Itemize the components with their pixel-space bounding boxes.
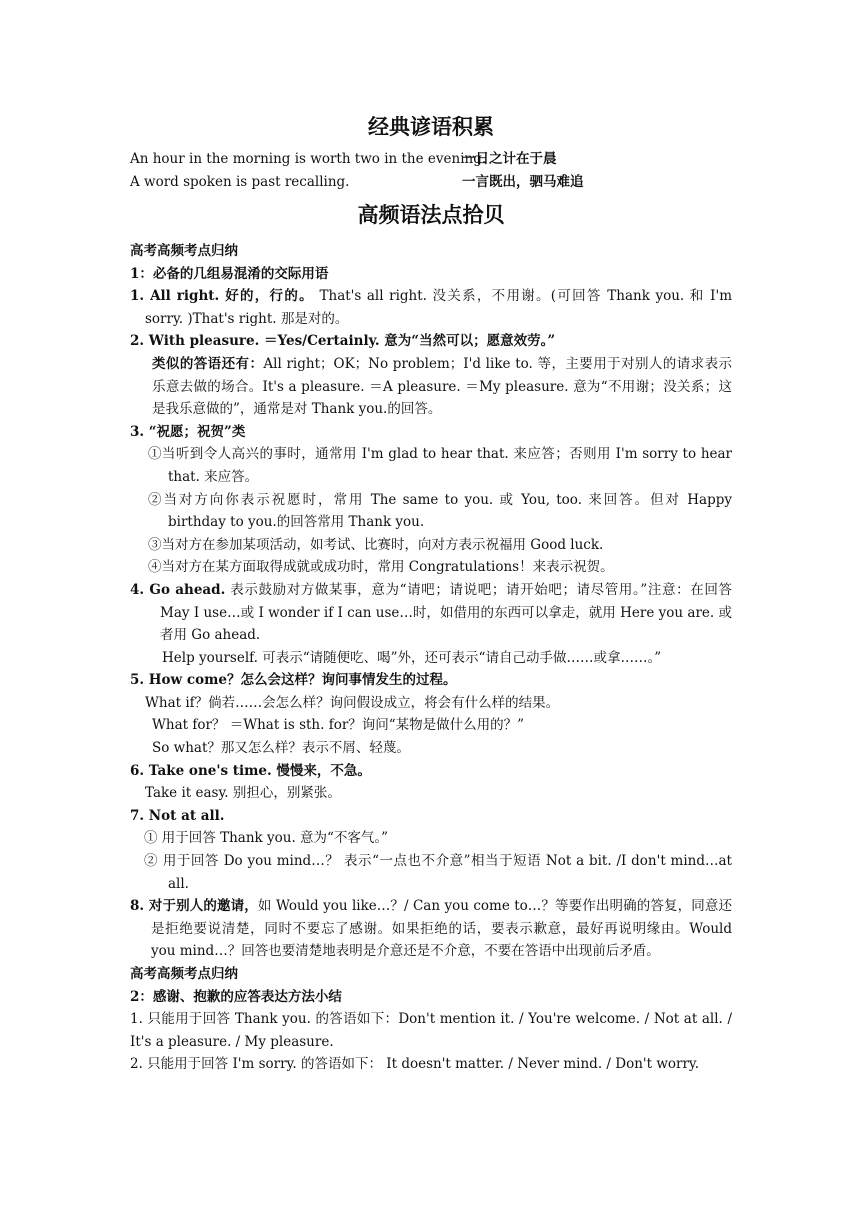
grammar-title: 高频语法点拾贝: [357, 202, 505, 227]
proverbs-title: 经典谚语积累: [368, 114, 494, 139]
item-5-line: So what？那又怎么样？表示不屑、轻蔑。: [152, 740, 410, 757]
item-7-head: 7. Not at all.: [130, 807, 225, 824]
item-4-head: 4. Go ahead.: [130, 581, 226, 598]
item-2-body: [130, 353, 732, 421]
item-5-line: What if？倘若……会怎么样？询问假设成立，将会有什么样的结果。: [145, 694, 560, 711]
item-7-point: ① 用于回答 Thank you. 意为“不客气。”: [144, 830, 389, 847]
item-2-subbody: All right；OK；No problem；I'd like to. 等，主要用于对别人的请求表示乐意去做的场合。It's a pleasure. ＝A pleasure. ＝My pleasure. 意为“不用谢；没关系；这是我乐意做的”，通常是对 Thank you.的回答。: [152, 355, 732, 418]
proverb-chinese: 一日之计在于晨: [462, 151, 557, 167]
proverb-chinese: 一言既出，驷马难追: [462, 174, 584, 190]
item-3-point: ②当对方向你表示祝愿时，常用 The same to you. 或 You, too. 来回答。但对 Happy birthday to you.的回答常用 Thank you.: [148, 491, 732, 531]
item-6-line: Take it easy. 别担心，别紧张。: [145, 785, 341, 802]
item-2-subhead: 类似的答语还有：: [152, 355, 264, 372]
item-7-point: ② 用于回答 Do you mind…？ 表示“一点也不介意”相当于短语 Not a bit. /I don't mind…at all.: [144, 853, 732, 892]
item-5-head: 5. How come？怎么会这样？询问事情发生的过程。: [130, 672, 457, 689]
document-page: [130, 112, 732, 1076]
item-1: [130, 285, 732, 330]
section-heading: 1：必备的几组易混淆的交际用语: [130, 265, 329, 282]
item-4: [130, 579, 732, 647]
section-2-line: 1. 只能用于回答 Thank you. 的答语如下：Don't mention it. / You're welcome. / Not at all. / It's a pleasure. / My pleasure.: [130, 1011, 732, 1050]
item-6-head: 6. Take one's time. 慢慢来，不急。: [130, 762, 371, 779]
section-heading: 2：感谢、抱歉的应答表达方法小结: [130, 988, 342, 1005]
item-3-point: ④当对方在某方面取得成就或成功时，常用 Congratulations！来表示祝贺。: [148, 559, 614, 576]
item-1-body: That's all right. 没关系，不用谢。(可回答 Thank you. 和 I'm sorry. )That's right. 那是对的。: [145, 288, 733, 327]
section-label: 高考高频考点归纳: [130, 243, 238, 259]
item-3-point: ③当对方在参加某项活动，如考试、比赛时，向对方表示祝福用 Good luck.: [148, 536, 604, 553]
section-2-line: 2. 只能用于回答 I'm sorry. 的答语如下： It doesn't matter. / Never mind. / Don't worry.: [130, 1056, 700, 1073]
proverb-english: A word spoken is past recalling.: [130, 174, 350, 190]
proverb-row: [130, 148, 732, 171]
item-4-body: 表示鼓励对方做某事，意为“请吧；请说吧；请开始吧；请尽管用。”注意：在回答 May I use…或 I wonder if I can use…时，如借用的东西可以拿走，就用 Here you are. 或者用 Go ahead.: [160, 581, 732, 644]
item-3-head: 3. “祝愿；祝贺”类: [130, 423, 246, 440]
item-4-extra: Help yourself. 可表示“请随便吃、喝”外，还可表示“请自己动手做……或拿……。”: [162, 649, 662, 666]
proverb-english: An hour in the morning is worth two in the evening.: [130, 151, 487, 167]
item-3-point: ①当听到令人高兴的事时，通常用 I'm glad to hear that. 来应答；否则用 I'm sorry to hear that. 来应答。: [148, 446, 732, 485]
item-8: [130, 895, 732, 963]
section-label: 高考高频考点归纳: [130, 966, 238, 982]
item-8-head: 8. 对于别人的邀请，: [130, 898, 258, 915]
item-2-head: 2. With pleasure. ＝Yes/Certainly. 意为“当然可以；愿意效劳。”: [130, 333, 556, 350]
item-5-line: What for？ ＝What is sth. for？询问“某物是做什么用的？”: [152, 717, 525, 734]
item-1-head: 1. All right. 好的，行的。: [130, 288, 314, 305]
proverb-row: [130, 171, 732, 194]
item-8-body: 如 Would you like…？/ Can you come to…？等要作出明确的答复，同意还是拒绝要说清楚，同时不要忘了感谢。如果拒绝的话，要表示歉意，最好再说明缘由。Would you mind…？回答也要清楚地表明是介意还是不介意，不要在答语中出现前后矛盾。: [151, 898, 732, 960]
